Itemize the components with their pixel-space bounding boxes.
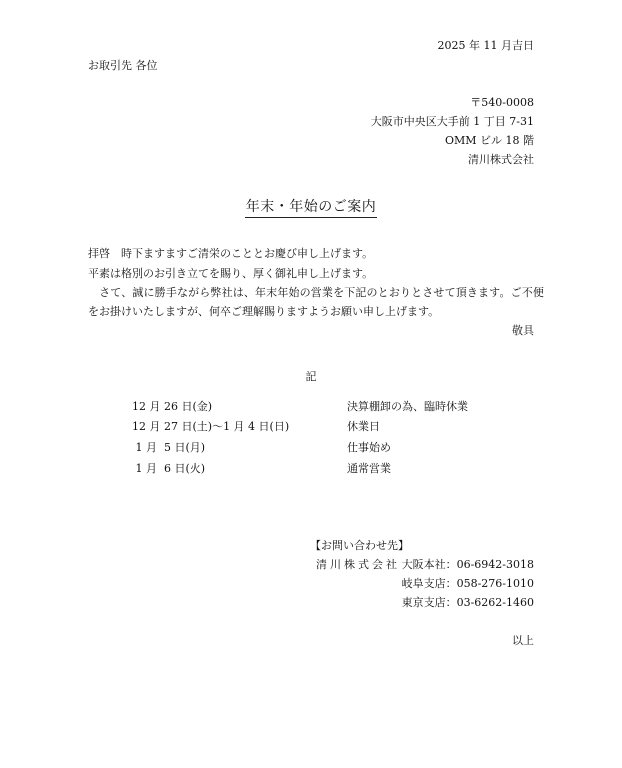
closing-ijo: 以上	[512, 634, 534, 647]
document-date: 2025 年 11 月吉日	[437, 39, 534, 52]
contact-office-gifu	[402, 575, 534, 591]
body-line-1: 拝啓 時下ますますご清栄のこととお慶び申し上げます。	[88, 247, 374, 260]
schedule-desc: 仕事始め	[347, 441, 391, 454]
body-line-3: さて、誠に勝手ながら弊社は、年末年始の営業を下記のとおりとさせて頂きます。ご不便	[88, 286, 545, 299]
schedule-date: 12 月 27 日(土)～1 月 4 日(日)	[132, 420, 290, 433]
office-label: 大阪本社：	[401, 558, 457, 571]
closing-keigu: 敬具	[512, 324, 534, 337]
office-phone: 058-276-1010	[456, 577, 534, 590]
sender-address: 大阪市中央区大手前 1 丁目 7-31	[370, 115, 534, 128]
sender-building: OMM ビル 18 階	[444, 134, 534, 147]
office-label: 岐阜支店：	[401, 577, 457, 590]
body-line-4: をお掛けいたしますが、何卒ご理解賜りますようお願い申し上げます。	[88, 305, 440, 318]
schedule-desc: 通常営業	[347, 462, 391, 475]
body-line-2: 平素は格別のお引き立てを賜り、厚く御礼申し上げます。	[88, 267, 374, 280]
sender-postal-code: 〒540-0008	[470, 96, 534, 109]
sender-company: 清川株式会社	[468, 153, 534, 166]
schedule-date: 1 月 6 日(火)	[132, 462, 206, 475]
office-label: 東京支店：	[401, 596, 457, 609]
contact-office-tokyo	[402, 594, 534, 610]
schedule-desc: 休業日	[347, 420, 380, 433]
schedule-date: 12 月 26 日(金)	[132, 400, 213, 413]
document-title-wrapper	[0, 196, 622, 218]
contact-heading: 【お問い合わせ先】	[310, 539, 409, 552]
schedule-desc: 決算棚卸の為、臨時休業	[347, 400, 468, 413]
document-title: 年末・年始のご案内	[245, 196, 378, 218]
ki-heading: 記	[305, 370, 317, 383]
office-phone: 03-6262-1460	[456, 596, 534, 609]
office-phone: 06-6942-3018	[456, 558, 534, 571]
schedule-date: 1 月 5 日(月)	[132, 441, 206, 454]
contact-office-osaka	[402, 556, 534, 572]
addressee: お取引先 各位	[88, 59, 158, 72]
contact-company: 清川株式会社	[316, 558, 400, 571]
